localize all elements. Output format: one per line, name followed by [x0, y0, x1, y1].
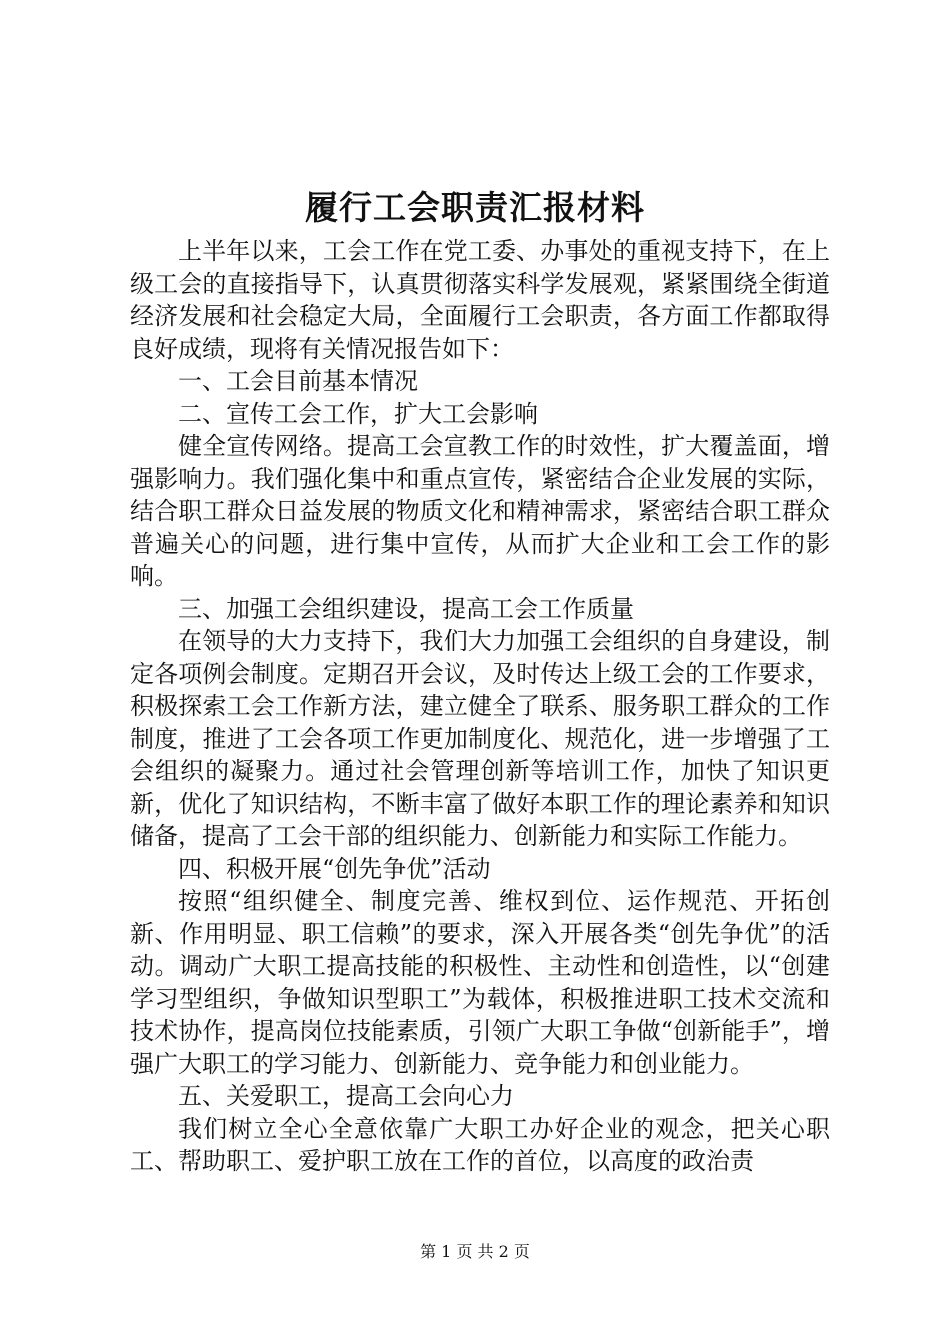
section-heading-2: 二、宣传工会工作，扩大工会影响 [178, 399, 538, 428]
body-paragraph: 我们树立全心全意依靠广大职工办好企业的观念，把关心职工、帮助职工、爱护职工放在工作的首位，以高度的政治责 [130, 1114, 830, 1175]
section-heading-4: 四、积极开展“创先争优”活动 [178, 854, 491, 883]
section-heading-3: 三、加强工会组织建设，提高工会工作质量 [178, 594, 634, 623]
intro-paragraph: 上半年以来，工会工作在党工委、办事处的重视支持下，在上级工会的直接指导下，认真贯彻落实科学发展观，紧紧围绕全街道经济发展和社会稳定大局，全面履行工会职责，各方面工作都取得良好成绩，现将有关情况报告如下： [130, 237, 830, 363]
body-paragraph: 在领导的大力支持下，我们大力加强工会组织的自身建设，制定各项例会制度。定期召开会议，及时传达上级工会的工作要求，积极探索工会工作新方法，建立健全了联系、服务职工群众的工作制度，推进了工会各项工作更加制度化、规范化，进一步增强了工会组织的凝聚力。通过社会管理创新等培训工作，加快了知识更新，优化了知识结构，不断丰富了做好本职工作的理论素养和知识储备，提高了工会干部的组织能力、创新能力和实际工作能力。 [130, 627, 830, 850]
page-footer: 第 1 页 共 2 页 [420, 1242, 530, 1261]
body-paragraph: 健全宣传网络。提高工会宣教工作的时效性，扩大覆盖面，增强影响力。我们强化集中和重点宣传，紧密结合企业发展的实际，结合职工群众日益发展的物质文化和精神需求，紧密结合职工群众普遍关心的问题，进行集中宣传，从而扩大企业和工会工作的影响。 [130, 432, 830, 590]
document-title: 履行工会职责汇报材料 [305, 188, 645, 227]
document-body [130, 235, 830, 1178]
section-heading-1: 一、工会目前基本情况 [178, 367, 418, 395]
body-paragraph: 按照“组织健全、制度完善、维权到位、运作规范、开拓创新、作用明显、职工信赖”的要求，深入开展各类“创先争优”的活动。调动广大职工提高技能的积极性、主动性和创造性，以“创建学习型组织，争做知识型职工”为载体，积极推进职工技术交流和技术协作，提高岗位技能素质，引领广大职工争做“创新能手”，增强广大职工的学习能力、创新能力、竞争能力和创业能力。 [130, 887, 830, 1078]
section-heading-5: 五、关爱职工，提高工会向心力 [178, 1082, 514, 1110]
